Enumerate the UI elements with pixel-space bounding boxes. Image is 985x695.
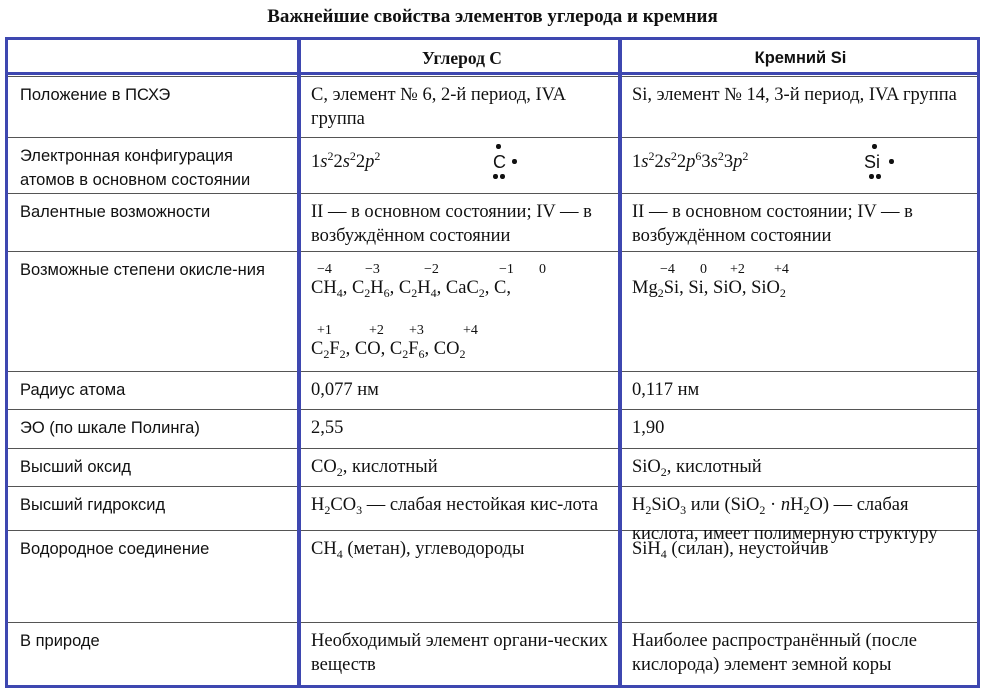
row-label-electronegativity: ЭО (по шкале Полинга): [8, 410, 301, 449]
carbon-ox-formulas-1: $CH_4$, $C_2H_6$, $C_2H_4$, CaC$_2$, C,: [311, 278, 511, 300]
carbon-higher-oxide: $CO_2$, кислотный: [301, 449, 622, 487]
row-label-higher-oxide: Высший оксид: [8, 449, 301, 487]
carbon-radius: 0,077 нм: [301, 372, 622, 410]
silicon-radius: 0,117 нм: [622, 372, 977, 410]
silicon-higher-oxide: SiO$_2$, кислотный: [622, 449, 977, 487]
carbon-config-formula: $1s^22s^22p^2$: [311, 149, 381, 172]
table-title: Важнейшие свойства элементов углерода и кремния: [267, 6, 718, 27]
carbon-in-nature: Необходимый элемент органи-ческих веществ: [301, 623, 622, 664]
carbon-electronegativity: 2,55: [301, 410, 622, 449]
carbon-position: С, элемент № 6, 2-й период, IVA группа: [301, 77, 622, 138]
carbon-electron-config: [301, 138, 622, 194]
silicon-in-nature: Наиболее распространённый (после кислорода) элемент земной коры: [632, 631, 917, 675]
silicon-higher-hydroxide: $H_2SiO_3$ или $(SiO_2 \cdot nH_2O)$ — слабая кислота, имеет полимерную структуру: [622, 487, 977, 531]
silicon-position: Si, элемент № 14, 3-й период, IVA группа: [622, 77, 977, 138]
row-label-electron-config: Электронная конфигурация атомов в основном состоянии: [8, 138, 301, 194]
silicon-valence: II — в основном состоянии; IV — в возбуждённом состоянии: [622, 194, 977, 252]
carbon-valence: II — в основном состоянии; IV — в возбуждённом состоянии: [301, 194, 622, 252]
silicon-electron-config: [622, 138, 977, 194]
row-label-oxidation: Возможные степени окисле-ния: [8, 252, 301, 372]
row-label-radius: Радиус атома: [8, 372, 301, 410]
carbon-ox-line-2: +1 +2 +3 +4: [317, 323, 478, 338]
row-label-valence: Валентные возможности: [8, 194, 301, 252]
carbon-lewis-structure: C: [493, 140, 523, 188]
carbon-oxidation-states: [301, 252, 622, 372]
carbon-higher-hydroxide: $H_2CO_3$ — слабая нестойкая кис-лота: [301, 487, 622, 531]
silicon-lewis-structure: Si: [864, 140, 894, 188]
row-label-in-nature: В природе: [8, 623, 301, 664]
header-carbon: Углерод С: [301, 40, 622, 77]
silicon-electronegativity: 1,90: [622, 410, 977, 449]
carbon-ox-line-1: −4 −3 −2 −1 0: [317, 262, 546, 277]
carbon-hydrogen-compound: $CH_4$ (метан), углеводороды: [301, 531, 622, 623]
silicon-config-formula: $1s^22s^22p^63s^23p^2$: [632, 149, 749, 172]
silicon-oxidation-states: [622, 252, 977, 372]
column-divider-1: [297, 37, 301, 688]
silicon-ox-formulas: $Mg_2Si$, Si, SiO, SiO$_2$: [632, 278, 786, 300]
header-divider: [5, 72, 980, 75]
carbon-ox-formulas-2: $C_2F_2$, CO, $C_2F_6$, $CO_2$: [311, 339, 466, 361]
row-label-position: Положение в ПСХЭ: [8, 77, 301, 138]
column-divider-2: [618, 37, 622, 688]
row-label-hydrogen-compound: Водородное соединение: [8, 531, 301, 623]
row-label-higher-hydroxide: Высший гидроксид: [8, 487, 301, 531]
properties-table: [5, 37, 980, 688]
silicon-ox-line: −4 0 +2 +4: [660, 262, 789, 277]
header-silicon: Кремний Si: [622, 40, 977, 77]
silicon-hydrogen-compound: SiH$_4$ (силан), неустойчив: [622, 531, 977, 623]
